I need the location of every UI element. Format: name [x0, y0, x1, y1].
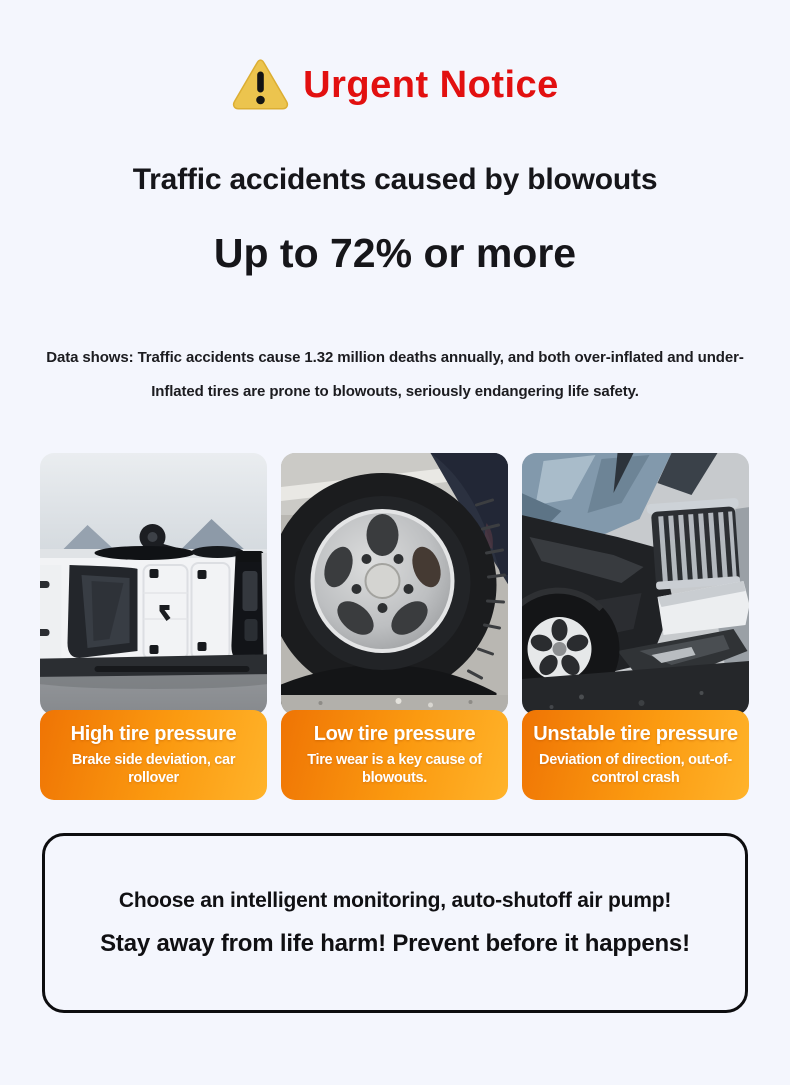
hazard-cards-row	[40, 453, 750, 800]
card-subtitle: Deviation of direction, out-of-control crash	[539, 751, 732, 786]
card-unstable-tire-pressure	[522, 453, 749, 800]
cta-box	[42, 833, 748, 1013]
overturned-white-car-photo	[40, 453, 267, 715]
card-title: Low tire pressure	[313, 722, 476, 745]
cta-line-2: Stay away from life harm! Prevent before it happens!	[100, 929, 690, 957]
card-title: High tire pressure	[70, 722, 237, 745]
statistics-paragraph	[40, 341, 750, 409]
card-label-low-pressure	[281, 710, 508, 800]
cta-line-1: Choose an intelligent monitoring, auto-shutoff air pump!	[118, 888, 672, 912]
card-subtitle: Brake side deviation, car rollover	[71, 751, 236, 786]
card-label-high-pressure	[40, 710, 267, 800]
page-title: Urgent Notice	[303, 63, 559, 106]
card-label-unstable-pressure	[522, 710, 749, 800]
statistics-line-2: Inflated tires are prone to blowouts, seriously endangering life safety.	[151, 383, 639, 400]
urgent-notice-header	[0, 58, 790, 112]
card-subtitle: Tire wear is a key cause of blowouts.	[307, 751, 482, 786]
headline-percentage: Up to 72% or more	[213, 230, 577, 276]
card-low-tire-pressure	[281, 453, 508, 800]
crashed-car-front-photo	[522, 453, 749, 715]
card-title: Unstable tire pressure	[533, 722, 738, 745]
statistics-line-1: Data shows: Traffic accidents cause 1.32 million deaths annually, and both over-inflated and under-	[46, 349, 744, 366]
card-high-tire-pressure	[40, 453, 267, 800]
warning-triangle-icon	[231, 58, 289, 112]
headline-blowouts: Traffic accidents caused by blowouts	[132, 163, 658, 196]
flat-tire-closeup-photo	[281, 453, 508, 715]
